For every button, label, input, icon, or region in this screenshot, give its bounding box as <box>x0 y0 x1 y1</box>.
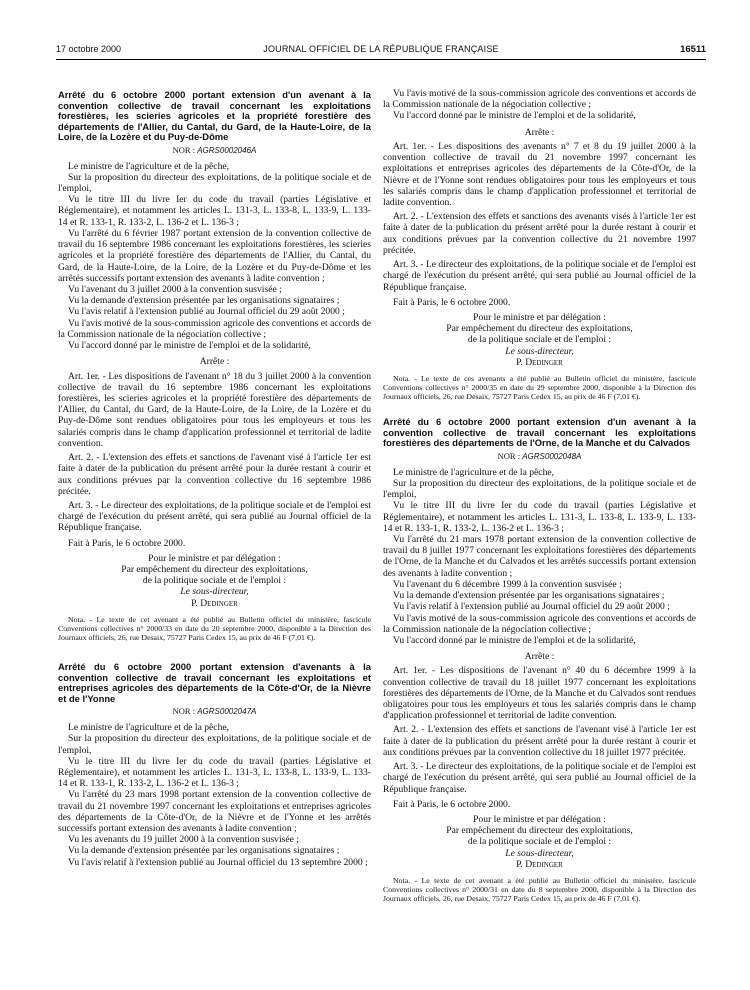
preamble-para: Vu le titre III du livre Ier du code du travail (parties Législative et Réglementaire), et notamment les articles L. 131-3, L. 133-8, L. 133-9, L. 133-14 et R. 133-1, R. 133-2, L. 136-2 et L. 136-3 ; <box>383 500 696 534</box>
preamble-para: Vu le titre III du livre Ier du code du travail (parties Législative et Réglementaire), et notamment les articles L. 131-3, L. 133-8, L. 133-9, L. 133-14 et R. 133-1, R. 133-2, L. 136-2 et L. 136-3 ; <box>58 755 371 790</box>
article: Art. 1er. - Les dispositions de l'avenant n° 40 du 6 décembre 1999 à la convention collective de travail du 18 juillet 1977 concernant les exploitations forestières des départements de l'Orne, de la Manche et du Calvados sont rendues obligatoires pour tous les employeurs et tous les salariés compris dans le champ d'application professionnel et territorial de ladite convention. <box>383 665 696 722</box>
article: Art. 1er. - Les dispositions de l'avenant n° 18 du 3 juillet 2000 à la convention collective de travail du 16 septembre 1986 concernant les exploitations forestières, les scieries agricoles et la propriété forestière des départements de l'Allier, du Cantal, du Gard, de la Haute-Loire, de la Loire, de la Lozère et du Puy-de-Dôme sont rendues obligatoires pour tous les employeurs et tous les salariés compris dans le champ d'application professionnel et territorial de ladite convention. <box>58 370 371 449</box>
article: Art. 3. - Le directeur des exploitations, de la politique sociale et de l'emploi est chargé de l'exécution du présent arrêté, qui sera publié au Journal officiel de la République française. <box>58 499 371 534</box>
preamble-para: Vu l'avenant du 6 décembre 1999 à la convention susvisée ; <box>393 578 622 590</box>
article: Art. 2. - L'extension des effets et sanctions de l'avenant visé à l'article 1er est faite à dater de la publication du présent arrêté pour la durée restant à courir et aux conditions prévues par la convention collective du 18 juillet 1977 précitée. <box>383 724 696 758</box>
signature-line: de la politique sociale et de l'emploi : <box>467 836 612 848</box>
signature-block <box>383 814 696 870</box>
preamble-para: Sur la proposition du directeur des exploitations, de la politique sociale et de l'emploi, <box>383 477 696 501</box>
article: Art. 3. - Le directeur des exploitations, de la politique sociale et de l'emploi est chargé de l'exécution du présent arrêté, qui sera publié au Journal officiel de la République française. <box>383 761 696 795</box>
nor-line <box>383 452 696 462</box>
signature-line: de la politique sociale et de l'emploi : <box>467 334 612 346</box>
nor-code: AGRS0002047A <box>197 707 257 717</box>
preamble-para: Vu l'arrêté du 6 février 1987 portant extension de la convention collective de travail du 16 septembre 1986 concernant les exploitations forestières, les scieries agricoles et la propriété forestière des départements de l'Allier, du Cantal, du Gard, de la Haute-Loire, de la Loire, de la Lozère et du Puy-de-Dôme et les arrêtés successifs portant extension des avenants à ladite convention ; <box>58 227 371 284</box>
signatory-name: P. Dedinger <box>191 597 238 609</box>
preamble-para: Sur la proposition du directeur des exploitations, de la politique sociale et de l'emploi, <box>58 171 371 195</box>
preamble-para: Vu l'avis motivé de la sous-commission agricole des conventions et accords de la Commission nationale de la négociation collective ; <box>58 317 371 340</box>
signature-line: Par empêchement du directeur des exploitations, <box>446 825 633 837</box>
signature-block <box>58 553 371 609</box>
signature-line: Pour le ministre et par délégation : <box>473 311 606 323</box>
nor-label: NOR : <box>172 706 196 717</box>
preamble-para: Vu l'avis relatif à l'extension publié au Journal officiel du 13 septembre 2000 ; <box>68 856 368 868</box>
article: Art. 3. - Le directeur des exploitations, de la politique sociale et de l'emploi est chargé de l'exécution du présent arrêté, qui sera publié au Journal officiel de la République française. <box>383 259 696 293</box>
arrete-block-3 <box>383 417 696 903</box>
signature-line: Le sous-directeur, <box>505 345 574 357</box>
arrete-title: Arrêté du 6 octobre 2000 portant extension d'avenants à la convention collective de travail concernant les exploitations et entreprises agricoles des départements de la Côte-d'Or, de la Nièvre et de l'Yonne <box>58 661 371 704</box>
left-column <box>58 90 371 868</box>
arrete-heading: Arrête : <box>524 126 555 138</box>
header-page-number: 16511 <box>680 44 706 55</box>
preamble-para: Vu le titre III du livre Ier du code du travail (parties Législative et Réglementaire), et notamment les articles L. 131-3, L. 133-8, L. 133-9, L. 133-14 et R. 133-1, R. 133-2, L. 136-2 et L. 136-3 ; <box>58 194 371 228</box>
preamble-para: Vu l'avis relatif à l'extension publié au Journal officiel du 29 août 2000 ; <box>393 601 670 613</box>
preamble-para: Vu l'avenant du 3 juillet 2000 à la convention susvisée ; <box>68 284 282 295</box>
arrete-block-1 <box>58 90 371 642</box>
fait-line: Fait à Paris, le 6 octobre 2000. <box>68 537 186 549</box>
signature-line: Pour le ministre et par délégation : <box>148 552 281 564</box>
preamble-para: Vu la demande d'extension présentée par les organisations signataires ; <box>68 295 340 307</box>
preamble-para: Vu l'arrêté du 21 mars 1978 portant extension de la convention collective de travail du 8 juillet 1977 concernant les exploitations forestières des départements de l'Orne, de la Manche et du Calvados et les arrêtés successifs portant extension des avenants à ladite convention ; <box>383 533 696 579</box>
signature-line: Par empêchement du directeur des exploitations, <box>446 323 633 335</box>
right-column <box>383 88 696 903</box>
arrete-heading: Arrête : <box>524 651 555 663</box>
signature-line: de la politique sociale et de l'emploi : <box>142 575 287 587</box>
nor-code: AGRS0002046A <box>197 145 257 155</box>
preamble-para: Sur la proposition du directeur des exploitations, de la politique sociale et de l'emploi, <box>58 733 371 756</box>
article: Art. 2. - L'extension des effets et sanctions des avenants visés à l'article 1er est faite à dater de la publication du présent arrêté pour la durée restant à courir et aux conditions prévues par la convention collective du 21 novembre 1997 précitée. <box>383 211 696 256</box>
preamble-para: Vu l'avis motivé de la sous-commission agricole des conventions et accords de la Commission nationale de la négociation collective ; <box>383 88 696 111</box>
preamble-para: Vu l'accord donné par le ministre de l'emploi et de la solidarité, <box>393 110 636 122</box>
nor-label: NOR : <box>497 450 521 461</box>
nor-label: NOR : <box>172 144 196 155</box>
nota-note: Nota. - Le texte de ces avenants a été publié au Bulletin officiel du ministère, fascicule Conventions collectives n° 2000/35 en date du 29 septembre 2000, disponible à la Direction des Journaux officiels, 26, rue Desaix, 75727 Paris Cedex 15, au prix de 46 F (7,01 €). <box>383 374 696 402</box>
header-journal-title: JOURNAL OFFICIEL DE LA RÉPUBLIQUE FRANÇAISE <box>263 44 499 54</box>
preamble-para: Le ministre de l'agriculture et de la pêche, <box>68 160 230 172</box>
nor-line <box>58 146 371 156</box>
preamble-para: Vu l'avis relatif à l'extension publié au Journal officiel du 29 août 2000 ; <box>68 306 345 318</box>
arrete-block-2-continued <box>383 88 696 401</box>
signature-line: Le sous-directeur, <box>180 586 249 598</box>
preamble-para: Vu les avenants du 19 juillet 2000 à la convention susvisée ; <box>68 834 299 846</box>
nor-line <box>58 707 371 717</box>
signatory-name: P. Dedinger <box>516 858 563 870</box>
arrete-block-2 <box>58 662 371 868</box>
preamble-para: Vu la demande d'extension présentée par les organisations signataires ; <box>393 590 665 602</box>
arrete-title: Arrêté du 6 octobre 2000 portant extension d'un avenant à la convention collective de travail concernant les exploitations forestières des départements de l'Orne, de la Manche et du Calvados <box>383 416 696 449</box>
page-header <box>56 44 706 58</box>
signatory-name: P. Dedinger <box>516 356 563 368</box>
signature-line: Pour le ministre et par délégation : <box>473 814 606 825</box>
nota-note: Nota. - Le texte de cet avenant a été publié au Bulletin officiel du ministère, fascicule Conventions collectives n° 2000/31 en date du 8 septembre 2000, disponible à la Direction des Journaux officiels, 26, rue Desaix, 75727 Paris Cedex 15, au prix de 46 F (7,01 €). <box>383 876 696 904</box>
preamble-para: Le ministre de l'agriculture et de la pêche, <box>68 722 230 734</box>
signature-line: Le sous-directeur, <box>505 847 574 859</box>
preamble-para: Le ministre de l'agriculture et de la pêche, <box>393 466 555 478</box>
preamble-para: Vu l'arrêté du 23 mars 1998 portant extension de la convention collective de travail du 21 novembre 1997 concernant les exploitations et entreprises agricoles des départements de la Côte-d'Or, de la Nièvre et de l'Yonne et les arrêtés successifs portant extension des avenants à ladite convention ; <box>58 789 371 835</box>
signature-line: Par empêchement du directeur des exploitations, <box>121 564 308 576</box>
preamble-para: Vu la demande d'extension présentée par les organisations signataires ; <box>68 845 340 857</box>
preamble-para: Vu l'accord donné par le ministre de l'emploi et de la solidarité, <box>393 634 636 646</box>
preamble-para: Vu l'avis motivé de la sous-commission agricole des conventions et accords de la Commission nationale de la négociation collective ; <box>383 612 696 635</box>
header-rule <box>56 59 706 60</box>
nor-code: AGRS0002048A <box>522 451 582 461</box>
nota-note: Nota. - Le texte de cet avenant a été publié au Bulletin officiel du ministère, fascicule Conventions collectives n° 2000/33 en date du 20 septembre 2000, disponible à la Direction des Journaux officiels, 26, rue Desaix, 75727 Paris Cedex 15, au prix de 46 F (7,01 €). <box>58 614 371 642</box>
header-date: 17 octobre 2000 <box>56 44 122 54</box>
fait-line: Fait à Paris, le 6 octobre 2000. <box>393 798 511 810</box>
preamble-para: Vu l'accord donné par le ministre de l'emploi et de la solidarité, <box>68 340 311 352</box>
article: Art. 2. - L'extension des effets et sanctions de l'avenant visé à l'article 1er est faite à dater de la publication du présent arrêté pour la durée restant à courir et aux conditions prévues par la convention collective du 16 septembre 1986 précitée. <box>58 452 371 497</box>
signature-block <box>383 312 696 368</box>
fait-line: Fait à Paris, le 6 octobre 2000. <box>393 296 511 308</box>
article: Art. 1er. - Les dispositions des avenants n° 7 et 8 du 19 juillet 2000 à la convention collective de travail du 21 novembre 1997 concernant les exploitations et entreprises agricoles des départements de la Côte-d'Or, de la Nièvre et de l'Yonne sont rendues obligatoires pour tous les employeurs et tous les salariés compris dans le champ d'application professionnel et territorial de ladite convention. <box>383 140 696 208</box>
arrete-heading: Arrête : <box>199 356 230 368</box>
arrete-title: Arrêté du 6 octobre 2000 portant extension d'un avenant à la convention collective de travail concernant les exploitations forestières, les scieries agricoles et la propriété forestière des départements de l'Allier, du Cantal, du Gard, de la Haute-Loire, de la Loire, de la Lozère et du Puy-de-Dôme <box>58 89 371 143</box>
